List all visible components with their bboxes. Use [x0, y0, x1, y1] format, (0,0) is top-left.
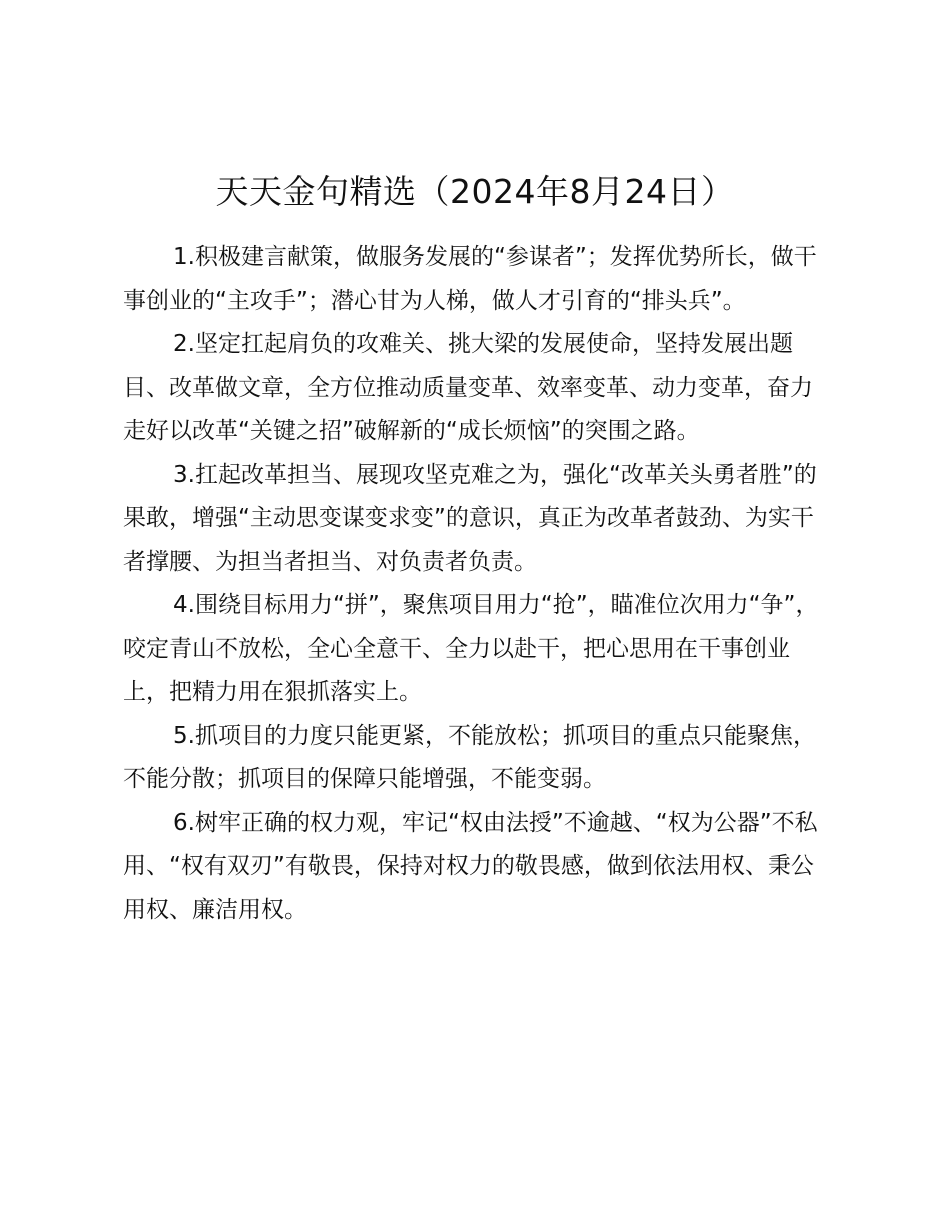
quote-paragraph-4: 4.围绕目标用力“拼”，聚焦项目用力“抢”，瞄准位次用力“争”，咬定青山不放松，全心全意干、全力以赴干，把心思用在干事创业上，把精力用在狠抓落实上。 — [123, 592, 819, 705]
document-title: 天天金句精选（2024年8月24日） — [215, 172, 735, 211]
quote-paragraph-5: 5.抓项目的力度只能更紧，不能放松；抓项目的重点只能聚焦，不能分散；抓项目的保障只能增强，不能变弱。 — [123, 722, 816, 792]
quote-paragraph-1: 1.积极建言献策，做服务发展的“参谋者”；发挥优势所长，做干事创业的“主攻手”；潜心甘为人梯，做人才引育的“排头兵”。 — [123, 244, 817, 314]
quote-paragraph-2: 2.坚定扛起肩负的攻难关、挑大梁的发展使命，坚持发展出题目、改革做文章，全方位推动质量变革、效率变革、动力变革，奋力走好以改革“关键之招”破解新的“成长烦恼”的突围之路。 — [123, 331, 813, 444]
quote-paragraph-6: 6.树牢正确的权力观，牢记“权由法授”不逾越、“权为公器”不私用、“权有双刃”有敬畏，保持对权力的敬畏感，做到依法用权、秉公用权、廉洁用权。 — [123, 809, 818, 923]
document-body — [123, 236, 835, 932]
quote-paragraph-3: 3.扛起改革担当、展现攻坚克难之为，强化“改革关头勇者胜”的果敢，增强“主动思变谋变求变”的意识，真正为改革者鼓劲、为实干者撑腰、为担当者担当、对负责者负责。 — [123, 461, 817, 575]
